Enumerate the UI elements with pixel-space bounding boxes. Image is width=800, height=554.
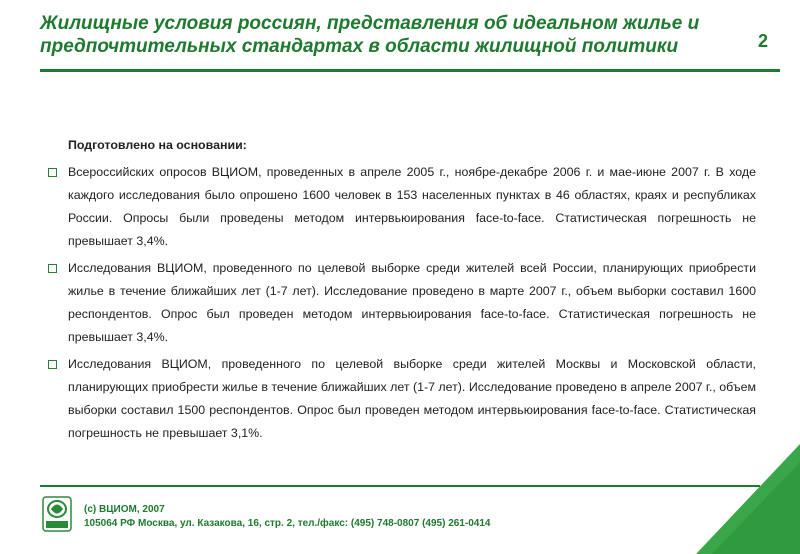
- square-bullet-icon: [48, 264, 57, 273]
- footer-divider: [40, 485, 760, 487]
- list-item-text: Всероссийских опросов ВЦИОМ, проведенных в апреле 2005 г., ноябре-декабре 2006 г. и мае-июне 2007 г. В ходе каждого исследования было опрошено 1600 человек в 153 населенных пунктах в 46 областях, краях и республиках России. Опросы были проведены методом интервьюирования face-to-face. Статистическая погрешность не превышает 3,4%.: [68, 165, 756, 248]
- sources-list: [48, 161, 756, 445]
- footer-copyright: (с) ВЦИОМ, 2007: [84, 504, 165, 515]
- corner-decoration: [696, 444, 800, 554]
- list-item: [48, 353, 756, 445]
- list-item-text: Исследования ВЦИОМ, проведенного по целевой выборке среди жителей всей России, планирующих приобрести жилье в течение ближайших лет (1-7 лет). Исследование проведено в марте 2007 г., объем выборки составил 1600 респондентов. Опрос был проведен методом интервьюирования face-to-face. Статистическая погрешность не превышает 3,4%.: [68, 261, 756, 344]
- list-item-text: Исследования ВЦИОМ, проведенного по целевой выборке среди жителей Москвы и Московской области, планирующих приобрести жилье в течение ближайших лет (1-7 лет). Исследование проведено в апреле 2007 г., объем выборки составил 1500 респондентов. Опрос был проведен методом интервьюирования face-to-face. Статистическая погрешность не превышает 3,1%.: [68, 357, 756, 440]
- vciom-logo-icon: [42, 496, 72, 532]
- content-body: [48, 134, 756, 445]
- footer-info: [84, 503, 490, 531]
- list-item: [48, 161, 756, 253]
- list-item: [48, 257, 756, 349]
- header-divider: [40, 69, 780, 72]
- intro-text: Подготовлено на основании:: [68, 138, 247, 152]
- footer-address: 105064 РФ Москва, ул. Казакова, 16, стр. 2, тел./факс: (495) 748-0807 (495) 261-0414: [84, 518, 491, 529]
- square-bullet-icon: [48, 168, 57, 177]
- square-bullet-icon: [48, 360, 57, 369]
- page-number: 2: [757, 31, 768, 51]
- page-title: Жилищные условия россиян, представления об идеальном жилье и предпочтительных стандартах в области жилищной политики: [40, 13, 700, 57]
